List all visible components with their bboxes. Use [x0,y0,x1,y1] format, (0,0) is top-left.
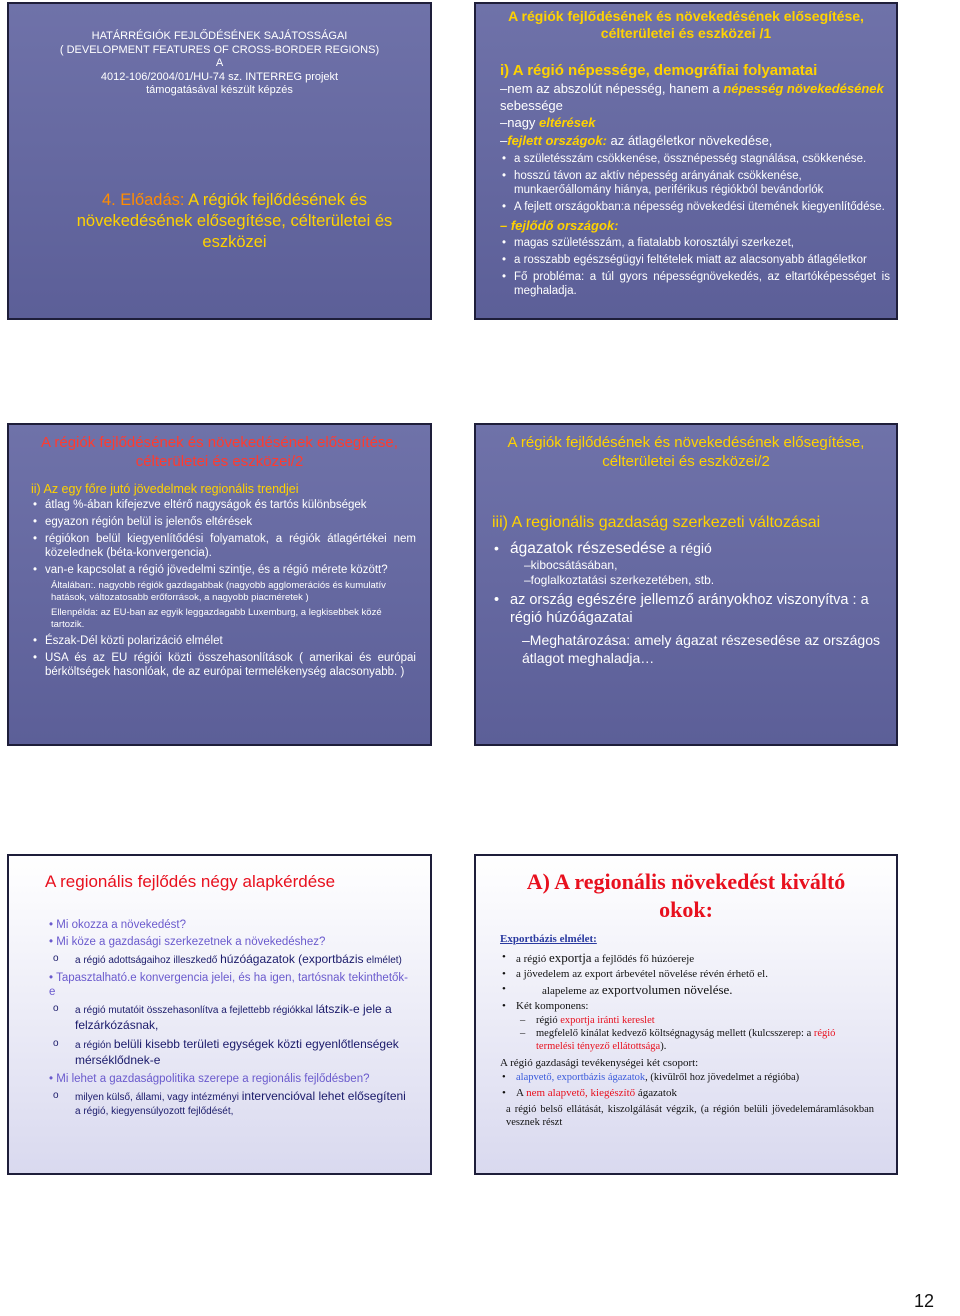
text: régió [536,1015,561,1026]
paragraph: A régió gazdasági tevékenységei két csoport: [500,1057,699,1069]
list-item: • a jövedelem az export árbevétel növelése révén érhető el. [502,968,768,980]
text: a fejlődés fő húzóereje [591,953,695,965]
list-item: • egyazon régión belül is jelenős eltérések [31,515,416,529]
lecture-prefix: 4. Előadás: [101,191,189,209]
project-header [9,30,430,98]
emphasis: eltérések [539,115,596,130]
list-item: • a régió exportja a fejlődés fő húzóereje [502,950,695,965]
section-heading: ii) Az egy főre jutó jövedelmek regionális trendjei [31,482,299,496]
list-item: • hosszú távon az aktív népesség arányának csökkenése, munkaerőállomány hiánya, periférikus régiókból bevándorlók [500,169,890,197]
dash-item: Általában:. nagyobb régiók gazdagabbak (nagyobb agglomerációs és kumulatív hatások, változatosabb erőforrások, a nagyobb piacméretek ) [51,580,386,603]
text: a régió [516,953,549,965]
slide-title: A régiók fejlődésének és növekedésének elősegítése, célterületei és eszközei /1 [508,8,864,41]
header-line: ( DEVELOPMENT FEATURES OF CROSS-BORDER REGIONS) [59,43,380,56]
list-item: • alapvető, exportbázis ágazatok, (kivülről hoz jövedelmet a régióba) [502,1072,800,1083]
dash-item: –kibocsátásában, [524,558,618,572]
text: Tapasztalható.e konvergencia jelei, és ha igen, tartósnak tekinthetők-e [49,972,408,998]
list-item: • a rosszabb egészségügyi feltételek miatt az alacsonyabb átlagéletkor [500,253,890,267]
text: a régió [665,540,712,556]
slide-income [7,423,432,746]
text: a régió adottságaihoz illeszkedő [75,955,221,966]
subheading: – fejlődő országok: [500,218,619,233]
slide-body [49,918,408,1119]
dash-item: –Meghatározása: amely ágazat részesedése az országos átlagot meghaladja… [522,632,880,666]
text: elmélet) [363,955,402,966]
list-item: • Észak-Dél közti polarizáció elmélet [31,634,416,648]
lecture-title [69,190,400,253]
slide-title: A regionális fejlődés négy alapkérdése [45,872,336,891]
paragraph: a régió belső ellátását, kiszolgálását végzik, (a régión belüli jövedelemáramlásokban vesznek részt [506,1104,874,1128]
header-line: 4012-106/2004/01/HU-74 sz. INTERREG projekt [100,70,339,83]
question: • Mi okozza a növekedést? [49,919,187,931]
text: ágazatok [635,1087,677,1099]
text: –nagy [500,115,540,130]
text: Két komponens: [516,1000,589,1012]
list-item: • Fő probléma: a túl gyors népességnövekedés, az eltartóképességet is meghaladja. [500,270,890,298]
text: megfelelő kínálat kedvező költségnagyság mellett (kulcsszerep: a [536,1028,814,1039]
header-line: A [215,57,224,69]
emphasis: exportvolumen növelése. [601,982,733,997]
sub-item: o a régió adottságaihoz illeszkedő húzóágazatok (exportbázis elmélet) [53,952,402,966]
emphasis: alapvető, exportbázis ágazatok [516,1072,646,1083]
text: a régió mutatóit összehasonlítva a fejlettebb régiókkal [75,1005,316,1016]
emphasis: régió termelési tényező ellátottsága [536,1028,836,1052]
text: – [500,133,508,148]
text: a jövedelem az export árbevétel növelése révén érhető el. [516,968,768,980]
text: Mi köze a gazdasági szerkezetnek a növekedéshez? [56,936,326,948]
slide-export-base [474,854,898,1175]
section-heading: iii) A regionális gazdaság szerkezeti változásai [492,514,821,531]
list-item: • alapeleme az exportvolumen növelése. [502,982,733,997]
emphasis: húzóágazatok [220,952,295,966]
sub-item: o milyen külső, állami, vagy intézményi intervencióval lehet elősegíteni a régió, kiegyensúlyozott fejlődését, [53,1089,406,1117]
emphasis: exportja [548,950,592,965]
dash-item: – régió exportja iránti kereslet [520,1015,655,1026]
emphasis: fejlett országok: [507,133,607,148]
list-item: • átlag %-ában kifejezve eltérő nagyságok és tartós különbségek [31,498,416,512]
sub-item: o a régió mutatóit összehasonlítva a fejlettebb régiókkal látszik-e jele a felzárkózásnak, [53,1002,392,1032]
text: sebessége [500,98,563,113]
bullet-item: • ágazatok részesedése a régió [494,540,712,557]
dash-item: –foglalkoztatási szerkezetében, stb. [524,573,715,587]
question: • Mi lehet a gazdaságpolitika szerepe a regionális fejlődésben? [49,1073,370,1085]
emphasis: látszik-e jele a felzárkózásnak, [75,1002,392,1032]
dash-item: – megfelelő kínálat kedvező költségnagyság mellett (kulcsszerep: a régió termelési tényező ellátottsága). [520,1028,836,1052]
sub-item: o a régión belüli kisebb területi egységek közti egyenlőtlenségek mérséklődnek-e [53,1037,399,1067]
list-item: • a születésszám csökkenése, össznépesség stagnálása, csökkenése. [500,152,890,166]
text: Mi okozza a növekedést? [56,919,187,931]
text: az ország egészére jellemző arányokhoz viszonyítva : a régió húzóágazatai [510,592,869,626]
emphasis: nem alapvető, kiegészítő [526,1087,636,1099]
subtitle: Exportbázis elmélet: [500,933,597,945]
list-item: • magas születésszám, a fiatalabb korosztályi szerkezet, [500,236,890,250]
header-line: HATÁRRÉGIÓK FEJLŐDÉSÉNEK SAJÁTOSSÁGAI [91,30,348,42]
text: –nem az abszolút népesség, hanem a [500,81,724,96]
slide-population [474,2,898,320]
text: A [516,1087,527,1099]
list-item: • USA és az EU régiói közti összehasonlítások ( amerikai és európai bérköltségek hasonlóak, de az európai termelékenység alacsonyabb. ) [31,651,416,679]
emphasis: népesség növekedésének [723,81,884,96]
slide-body [500,932,874,1129]
text: a régión [75,1040,114,1051]
question: • Tapasztalható.e konvergencia jelei, és ha igen, tartósnak tekinthetők-e [49,972,408,998]
text: Mi lehet a gazdaságpolitika szerepe a regionális fejlődésben? [56,1073,370,1085]
emphasis: exportja iránti kereslet [560,1015,655,1026]
question: • Mi köze a gazdasági szerkezetnek a növekedéshez? [49,936,326,948]
text-line [500,80,890,114]
text: milyen külső, állami, vagy intézményi [75,1092,242,1103]
bullet-list [500,152,890,214]
slide-title: A régiók fejlődésének és növekedésének elősegítése, célterületei és eszközei/2 [507,434,865,470]
list-item: • Két komponens: [502,1000,589,1012]
emphasis: intervencióval lehet elősegíteni [241,1089,406,1103]
slide-body [31,481,416,682]
slide-body [500,62,890,301]
text: ). [660,1041,667,1052]
slide-title: A régiók fejlődésének és növekedésének elősegítése, célterületei és eszközei/2 [41,434,398,470]
slide-title [7,2,432,320]
list-item: • A nem alapvető, kiegészítő ágazatok [502,1087,677,1099]
text: a régió, kiegyensúlyozott fejlődését, [75,1106,234,1117]
slide-body [492,513,880,667]
emphasis: ágazatok részesedése [510,540,666,557]
text: , (kivülről hoz jövedelmet a régióba) [645,1072,800,1083]
text: (exportbázis [294,952,364,966]
section-heading: i) A régió népessége, demográfiai folyamatai [500,62,818,79]
bullet-item: • az ország egészére jellemző arányokhoz viszonyítva : a régió húzóágazatai [494,592,869,626]
lecture-title-text: A régiók fejlődésének és növekedésének elősegítése, célterületei és eszközei [76,191,393,251]
text-line [500,114,890,132]
text-line [500,132,890,150]
dash-item: Ellenpélda: az EU-ban az egyik leggazdagabb Luxemburg, a legkisebbek közé tartozik. [51,607,382,630]
list-item: • régiókon belül kiegyenlítődési folyamatok, a régiók átlagértékei nem közelednek (béta-konvergencia). [31,532,416,560]
bullet-list [31,634,416,679]
page-number: 12 [913,1291,934,1311]
text: az átlagéletkor növekedése, [606,133,773,148]
text: alapeleme az [542,985,602,997]
slide-structure [474,423,898,746]
bullet-list [31,498,416,577]
bullet-list [500,236,890,298]
slide-title: A) A regionális növekedést kiváltó okok: [526,869,846,922]
header-line: támogatásával készült képzés [146,84,293,96]
list-item: • van-e kapcsolat a régió jövedelmi szintje, és a régió mérete között? [31,563,416,577]
slide-four-questions [7,854,432,1175]
emphasis: belüli kisebb területi egységek közti egyenlőtlenségek mérséklődnek-e [75,1037,399,1067]
list-item: • A fejlett országokban:a népesség növekedési ütemének kiegyenlítődése. [500,200,890,214]
